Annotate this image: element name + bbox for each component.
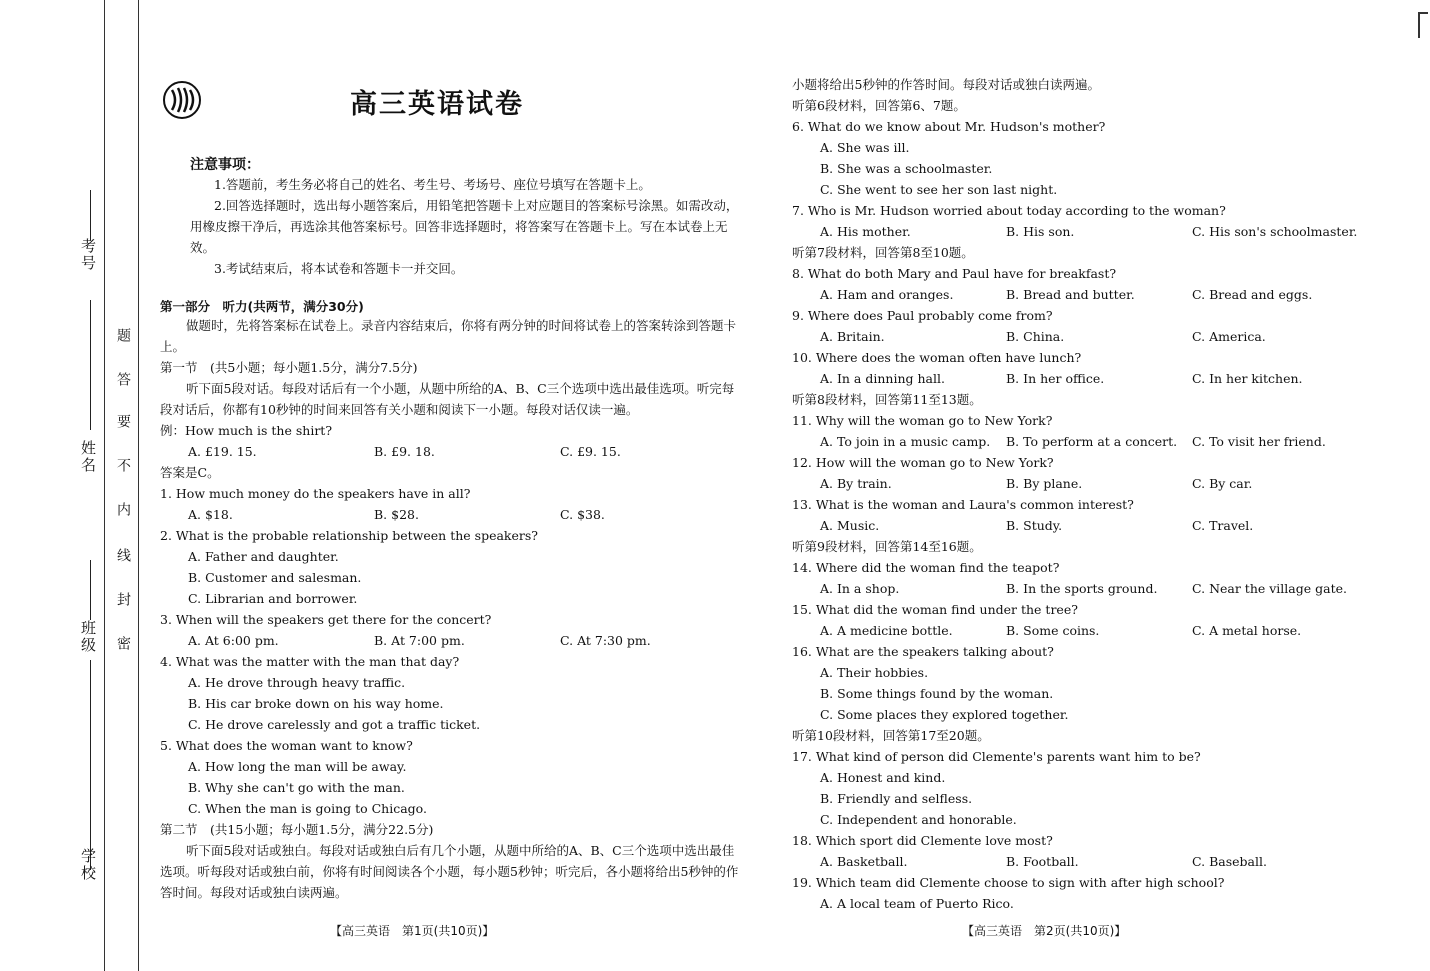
margin-rule bbox=[138, 0, 139, 971]
option: B. To perform at a concert. bbox=[1006, 434, 1178, 449]
option: A. Father and daughter. bbox=[188, 549, 339, 564]
option: C. He drove carelessly and got a traffic ticket. bbox=[188, 717, 481, 732]
example-answer: 答案是C。 bbox=[160, 465, 220, 480]
exam-number-line bbox=[90, 190, 91, 240]
notice-heading: 注意事项： bbox=[190, 157, 260, 173]
class-label: 班级 bbox=[79, 620, 97, 654]
question: 8. What do both Mary and Paul have for breakfast? bbox=[792, 266, 1117, 281]
option: B. In the sports ground. bbox=[1006, 581, 1158, 596]
option: A. $18. bbox=[188, 507, 233, 522]
option: B. Bread and butter. bbox=[1006, 287, 1135, 302]
option: C. Near the village gate. bbox=[1192, 581, 1347, 596]
seal-char: 密 bbox=[115, 636, 131, 650]
option: C. Bread and eggs. bbox=[1192, 287, 1313, 302]
option: B. China. bbox=[1006, 329, 1065, 344]
page-title: 高三英语试卷 bbox=[350, 89, 524, 120]
option: A. Britain. bbox=[820, 329, 885, 344]
options-row bbox=[160, 504, 740, 525]
option: B. His son. bbox=[1006, 224, 1075, 239]
options-row bbox=[792, 326, 1392, 347]
option: A. Ham and oranges. bbox=[820, 287, 954, 302]
section-instruction: 听第9段材料，回答第14至16题。 bbox=[792, 539, 982, 554]
seal-char: 答 bbox=[115, 372, 131, 386]
option: A. At 6:00 pm. bbox=[188, 633, 279, 648]
option: A. He drove through heavy traffic. bbox=[188, 675, 406, 690]
options-row bbox=[792, 284, 1392, 305]
option: C. When the man is going to Chicago. bbox=[188, 801, 427, 816]
option: A. A medicine bottle. bbox=[820, 623, 953, 638]
school-line-top bbox=[90, 660, 91, 810]
seal-char: 题 bbox=[115, 328, 131, 342]
option: A. Music. bbox=[820, 518, 880, 533]
question: 15. What did the woman find under the tree? bbox=[792, 602, 1078, 617]
options-row bbox=[792, 620, 1392, 641]
seal-char: 线 bbox=[115, 548, 131, 562]
notice-item: 1.答题前，考生务必将自己的姓名、考生号、考场号、座位号填写在答题卡上。 bbox=[214, 177, 651, 192]
options-row bbox=[792, 473, 1392, 494]
option: B. Some coins. bbox=[1006, 623, 1100, 638]
options-row bbox=[792, 431, 1392, 452]
header bbox=[160, 60, 740, 120]
question: 1. How much money do the speakers have in all? bbox=[160, 486, 471, 501]
option: A. Their hobbies. bbox=[820, 665, 929, 680]
option: A. A local team of Puerto Rico. bbox=[820, 896, 1014, 911]
crop-mark bbox=[1418, 12, 1428, 38]
question: 13. What is the woman and Laura's common interest? bbox=[792, 497, 1134, 512]
part1-intro: 做题时，先将答案标在试卷上。录音内容结束后，你将有两分钟的时间将试卷上的答案转涂到答题卡上。 bbox=[160, 318, 737, 354]
part1-heading: 第一部分 听力(共两节，满分30分) bbox=[160, 299, 364, 314]
question: 4. What was the matter with the man that day? bbox=[160, 654, 460, 669]
right-column bbox=[792, 74, 1392, 914]
option: C. By car. bbox=[1192, 476, 1253, 491]
example-options bbox=[160, 441, 740, 462]
school-label: 学校 bbox=[79, 848, 97, 882]
option: A. To join in a music camp. bbox=[820, 434, 991, 449]
option: C. His son's schoolmaster. bbox=[1192, 224, 1358, 239]
question: 18. Which sport did Clemente love most? bbox=[792, 833, 1053, 848]
options-row bbox=[792, 851, 1392, 872]
option: C. In her kitchen. bbox=[1192, 371, 1303, 386]
section-instruction: 听第7段材料，回答第8至10题。 bbox=[792, 245, 974, 260]
option: C. Independent and honorable. bbox=[820, 812, 1017, 827]
option: C. $38. bbox=[560, 507, 605, 522]
option: B. By plane. bbox=[1006, 476, 1083, 491]
option: A. His mother. bbox=[820, 224, 911, 239]
right-question-list bbox=[792, 95, 1392, 914]
section-instruction: 听第10段材料，回答第17至20题。 bbox=[792, 728, 990, 743]
question: 9. Where does Paul probably come from? bbox=[792, 308, 1053, 323]
seal-char: 不 bbox=[115, 458, 131, 472]
option: B. Football. bbox=[1006, 854, 1079, 869]
option: A. How long the man will be away. bbox=[188, 759, 407, 774]
options-row bbox=[792, 368, 1392, 389]
option: C. At 7:30 pm. bbox=[560, 633, 651, 648]
option: A. In a shop. bbox=[820, 581, 900, 596]
option: C. Librarian and borrower. bbox=[188, 591, 358, 606]
option: C. A metal horse. bbox=[1192, 623, 1302, 638]
question: 11. Why will the woman go to New York? bbox=[792, 413, 1053, 428]
seal-char: 内 bbox=[115, 502, 131, 516]
option: C. Baseball. bbox=[1192, 854, 1267, 869]
option: C. To visit her friend. bbox=[1192, 434, 1326, 449]
binding-margin bbox=[0, 0, 145, 971]
option: A. £19. 15. bbox=[188, 444, 257, 459]
question: 12. How will the woman go to New York? bbox=[792, 455, 1054, 470]
exam-number-label: 考号 bbox=[79, 238, 97, 272]
option: C. Travel. bbox=[1192, 518, 1254, 533]
left-question-list bbox=[160, 483, 740, 819]
question: 17. What kind of person did Clemente's parents want him to be? bbox=[792, 749, 1201, 764]
sec2-intro: 听下面5段对话或独白。每段对话或独白后有几个小题，从题中所给的A、B、C三个选项中选出最佳选项。听每段对话或独白前，你将有时间阅读各个小题，每小题5秒钟；听完后，各小题将给出5秒钟的作答时间。每段对话或独白读两遍。 bbox=[160, 843, 739, 900]
sec2-intro-continued: 小题将给出5秒钟的作答时间。每段对话或独白读两遍。 bbox=[792, 77, 1100, 92]
question: 19. Which team did Clemente choose to sign with after high school? bbox=[792, 875, 1225, 890]
name-label: 姓名 bbox=[79, 440, 97, 474]
option: C. She went to see her son last night. bbox=[820, 182, 1058, 197]
option: B. At 7:00 pm. bbox=[374, 633, 465, 648]
question: 6. What do we know about Mr. Hudson's mother? bbox=[792, 119, 1106, 134]
option: A. In a dinning hall. bbox=[820, 371, 945, 386]
name-line bbox=[90, 300, 91, 430]
sec1-heading: 第一节 (共5小题；每小题1.5分，满分7.5分) bbox=[160, 360, 418, 375]
option: B. Why she can't go with the man. bbox=[188, 780, 405, 795]
option: C. £9. 15. bbox=[560, 444, 621, 459]
question: 14. Where did the woman find the teapot? bbox=[792, 560, 1060, 575]
class-line bbox=[90, 560, 91, 620]
option: B. In her office. bbox=[1006, 371, 1105, 386]
option: B. Customer and salesman. bbox=[188, 570, 362, 585]
question: 2. What is the probable relationship between the speakers? bbox=[160, 528, 538, 543]
sec2-heading: 第二节 (共15小题；每小题1.5分，满分22.5分) bbox=[160, 822, 434, 837]
question: 5. What does the woman want to know? bbox=[160, 738, 413, 753]
option: A. Basketball. bbox=[820, 854, 908, 869]
options-row bbox=[792, 515, 1392, 536]
page-footer-right: 【高三英语 第2页(共10页)】 bbox=[962, 924, 1127, 938]
page-footer-left: 【高三英语 第1页(共10页)】 bbox=[330, 924, 495, 938]
margin-rule bbox=[104, 0, 105, 971]
option: B. £9. 18. bbox=[374, 444, 435, 459]
options-row bbox=[792, 221, 1392, 242]
question: 3. When will the speakers get there for the concert? bbox=[160, 612, 492, 627]
question: 10. Where does the woman often have lunch? bbox=[792, 350, 1082, 365]
option: A. Honest and kind. bbox=[820, 770, 946, 785]
notice-item: 3.考试结束后，将本试卷和答题卡一并交回。 bbox=[214, 261, 464, 276]
option: B. Study. bbox=[1006, 518, 1063, 533]
notice-item: 2.回答选择题时，选出每小题答案后，用铅笔把答题卡上对应题目的答案标号涂黑。如需改动，用橡皮擦干净后，再选涂其他答案标号。回答非选择题时，将答案写在答题卡上。写在本试卷上无效。 bbox=[190, 198, 739, 255]
left-column bbox=[160, 60, 740, 900]
options-row bbox=[160, 630, 740, 651]
seal-char: 要 bbox=[115, 414, 131, 428]
seal-char: 封 bbox=[115, 592, 131, 606]
question: 16. What are the speakers talking about? bbox=[792, 644, 1054, 659]
option: C. Some places they explored together. bbox=[820, 707, 1069, 722]
option: C. America. bbox=[1192, 329, 1266, 344]
logo-icon bbox=[162, 80, 202, 120]
example-question: 例：How much is the shirt? bbox=[160, 423, 333, 438]
section-instruction: 听第6段材料，回答第6、7题。 bbox=[792, 98, 966, 113]
option: B. She was a schoolmaster. bbox=[820, 161, 993, 176]
option: B. Friendly and selfless. bbox=[820, 791, 973, 806]
options-row bbox=[792, 578, 1392, 599]
option: A. By train. bbox=[820, 476, 892, 491]
option: B. His car broke down on his way home. bbox=[188, 696, 444, 711]
section-instruction: 听第8段材料，回答第11至13题。 bbox=[792, 392, 982, 407]
option: B. Some things found by the woman. bbox=[820, 686, 1054, 701]
option: A. She was ill. bbox=[820, 140, 910, 155]
option: B. $28. bbox=[374, 507, 419, 522]
sec1-intro: 听下面5段对话。每段对话后有一个小题，从题中所给的A、B、C三个选项中选出最佳选项。听完每段对话后，你都有10秒钟的时间来回答有关小题和阅读下一小题。每段对话仅读一遍。 bbox=[160, 381, 735, 417]
question: 7. Who is Mr. Hudson worried about today according to the woman? bbox=[792, 203, 1226, 218]
